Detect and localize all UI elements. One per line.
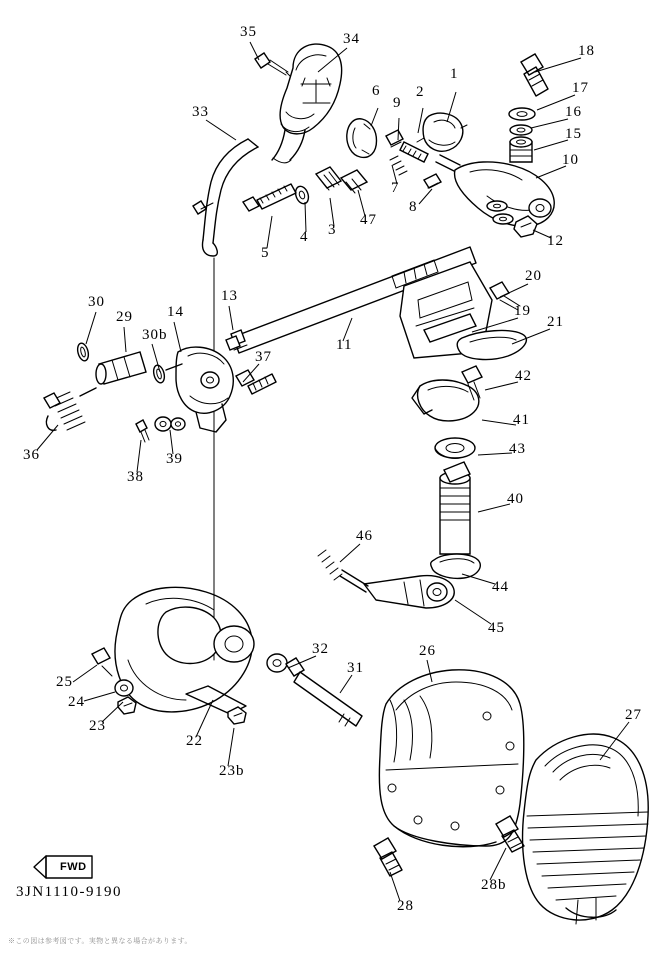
callout-47: 47	[360, 212, 377, 228]
callout-30b: 30b	[142, 327, 168, 343]
callout-25: 25	[56, 674, 73, 690]
fwd-label: FWD	[60, 861, 87, 873]
callout-24: 24	[68, 694, 85, 710]
callout-29: 29	[116, 309, 133, 325]
callout-28: 28	[397, 898, 414, 914]
callout-3: 3	[328, 222, 337, 238]
callout-33: 33	[192, 104, 209, 120]
callout-11: 11	[336, 337, 353, 353]
callout-34: 34	[343, 31, 360, 47]
callout-5: 5	[261, 245, 270, 261]
part-knob-screw	[255, 53, 290, 76]
callout-44: 44	[492, 579, 509, 595]
callout-15: 15	[565, 126, 582, 142]
callout-14: 14	[167, 304, 184, 320]
callout-32: 32	[312, 641, 329, 657]
callout-39: 39	[166, 451, 183, 467]
callout-46: 46	[356, 528, 373, 544]
callout-30: 30	[88, 294, 105, 310]
callout-13: 13	[221, 288, 238, 304]
callout-4: 4	[300, 229, 309, 245]
callout-17: 17	[572, 80, 589, 96]
callout-2: 2	[416, 84, 425, 100]
callout-27: 27	[625, 707, 642, 723]
part-right-stack	[455, 54, 555, 237]
callout-6: 6	[372, 83, 381, 99]
callout-42: 42	[515, 368, 532, 384]
callout-38: 38	[127, 469, 144, 485]
callout-9: 9	[393, 95, 402, 111]
diagram-part-number: 3JN1110-9190	[16, 884, 123, 900]
callout-21: 21	[547, 314, 564, 330]
callout-28b: 28b	[481, 877, 507, 893]
callout-45: 45	[488, 620, 505, 636]
part-shift-knob	[272, 44, 342, 163]
callout-18: 18	[578, 43, 595, 59]
callout-23b: 23b	[219, 763, 245, 779]
callout-36: 36	[23, 447, 40, 463]
callout-1: 1	[450, 66, 459, 82]
part-shift-plate	[400, 262, 526, 359]
callout-31: 31	[347, 660, 364, 676]
callout-41: 41	[513, 412, 530, 428]
callout-8: 8	[409, 199, 418, 215]
callout-35: 35	[240, 24, 257, 40]
callout-20: 20	[525, 268, 542, 284]
callout-10: 10	[562, 152, 579, 168]
callout-37: 37	[255, 349, 272, 365]
callout-19: 19	[514, 303, 531, 319]
part-outer-cover	[523, 734, 649, 924]
callout-26: 26	[419, 643, 436, 659]
part-linkage-joint	[347, 113, 467, 172]
diagram-footnote: ※この図は参考図です。実物と異なる場合があります。	[8, 938, 192, 945]
part-shift-lever-rod	[193, 139, 258, 256]
callout-40: 40	[507, 491, 524, 507]
callout-23: 23	[89, 718, 106, 734]
callout-16: 16	[565, 104, 582, 120]
callout-22: 22	[186, 733, 203, 749]
callout-12: 12	[547, 233, 564, 249]
part-shift-shaft-assembly	[318, 366, 482, 608]
callout-43: 43	[509, 441, 526, 457]
callout-7: 7	[391, 180, 400, 196]
